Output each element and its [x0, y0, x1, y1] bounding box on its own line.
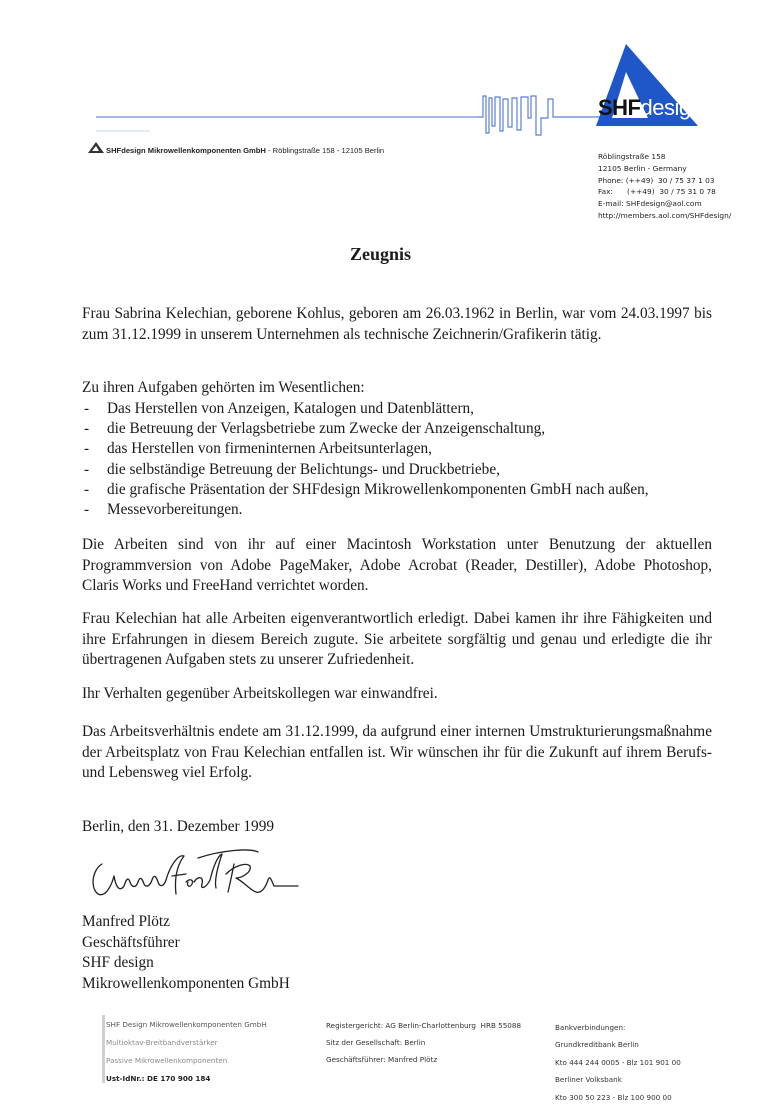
list-item: - Das Herstellen von Anzeigen, Katalogen und Datenblättern,: [84, 400, 475, 417]
place-date: Berlin, den 31. Dezember 1999: [82, 818, 275, 835]
list-item: - die selbständige Betreuung der Belichtungs- und Druckbetriebe,: [84, 460, 500, 478]
signer-company-line1: SHF design: [82, 954, 154, 971]
footer-account2: Kto 300 50 223 - Blz 100 900 00: [555, 1092, 672, 1102]
contact-city: 12105 Berlin - Germany: [598, 163, 687, 173]
signer-name: Manfred Plötz: [82, 913, 170, 930]
task-list: [82, 399, 712, 520]
list-item: - Messevorbereitungen.: [84, 501, 243, 519]
footer-bank1: Grundkreditbank Berlin: [555, 1040, 639, 1050]
sender-address: - Röblingstraße 158 - 12105 Berlin: [265, 146, 385, 155]
sender-line: [106, 146, 384, 155]
contact-fax: Fax: (++49) 30 / 75 31 0 78: [598, 187, 716, 197]
logo-text-light: design: [640, 95, 703, 120]
footer-product-line2: Passive Mikrowellenkomponenten: [106, 1056, 228, 1065]
pulse-waveform: [478, 96, 600, 135]
footer-company: SHF Design Mikrowellenkomponenten GmbH: [106, 1020, 267, 1029]
footer-product-line1: Multioktav-Breitbandverstärker: [106, 1038, 218, 1047]
logo-text-bold: SHF: [598, 95, 641, 120]
tasks-heading: Zu ihren Aufgaben gehörten im Wesentlichen:: [82, 379, 365, 396]
footer-bank-heading: Bankverbindungen:: [555, 1023, 626, 1032]
conduct-paragraph: Ihr Verhalten gegenüber Arbeitskollegen war einwandfrei.: [82, 685, 438, 702]
footer-seat: Sitz der Gesellschaft: Berlin: [326, 1038, 426, 1047]
list-item: - die Betreuung der Verlagsbetriebe zum Zwecke der Anzeigenschaltung,: [84, 420, 546, 438]
closing-paragraph: Das Arbeitsverhältnis endete am 31.12.1999, da aufgrund einer internen Umstrukturierungsmaßnahme der Arbeitsplatz von Frau Kelechian entfallen ist. Wir wünschen ihr für die Zukunft auf ihrem Berufs- und Lebensweg viel Erfolg.: [82, 723, 712, 781]
small-logo-icon: [88, 142, 104, 154]
contact-web: http://members.aol.com/SHFdesign/: [598, 210, 732, 220]
logo-wordmark: [598, 95, 702, 121]
contact-email: E-mail: SHFdesign@aol.com: [598, 199, 702, 209]
footer-company-block: [106, 1016, 267, 1088]
signer-company-line2: Mikrowellenkomponenten GmbH: [82, 974, 290, 992]
footer-bank-block: [555, 1019, 681, 1106]
list-item: - die grafische Präsentation der SHFdesign Mikrowellenkomponenten GmbH nach außen,: [84, 480, 649, 498]
footer-divider: [102, 1015, 105, 1083]
signer-role: Geschäftsführer: [82, 933, 180, 951]
contact-block: [598, 151, 731, 222]
quality-paragraph: Frau Kelechian hat alle Arbeiten eigenverantwortlich erledigt. Dabei kamen ihr ihre Fähigkeiten und ihre Erfahrungen in diesem Bereich zugute. Sie arbeitete sorgfältig und genau und erledigte die ihr übertragenen Aufgaben stets zu unserer Zufriedenheit.: [82, 610, 712, 668]
signer-block: [82, 912, 290, 994]
footer-register: Registergericht: AG Berlin-Charlottenburg HRB 55088: [326, 1021, 522, 1030]
footer-director: Geschäftsführer: Manfred Plötz: [326, 1055, 438, 1064]
handwritten-signature: [82, 836, 302, 906]
footer-vat: Ust-IdNr.: DE 170 900 184: [106, 1074, 211, 1083]
contact-phone: Phone: (++49) 30 / 75 37 1 03: [598, 175, 715, 185]
footer-account1: Kto 444 244 0005 - Blz 101 901 00: [555, 1057, 681, 1067]
sender-company: SHFdesign Mikrowellenkomponenten GmbH: [106, 146, 266, 155]
intro-paragraph: Frau Sabrina Kelechian, geborene Kohlus, geboren am 26.03.1962 in Berlin, war vom 24.03.1997 bis zum 31.12.1999 in unserem Unternehmen als technische Zeichnerin/Grafikerin tätig.: [82, 305, 712, 343]
footer-register-block: [326, 1017, 521, 1068]
software-paragraph: Die Arbeiten sind von ihr auf einer Macintosh Workstation unter Benutzung der aktuellen Programmversion von Adobe PageMaker, Adobe Acrobat (Reader, Destiller), Adobe Photoshop, Claris Works und FreeHand verrichtet worden.: [82, 536, 712, 594]
footer-bank2: Berliner Volksbank: [555, 1075, 622, 1085]
document-title: Zeugnis: [349, 244, 412, 264]
contact-street: Röblingstraße 158: [598, 152, 666, 161]
list-item: - das Herstellen von firmeninternen Arbeitsunterlagen,: [84, 440, 432, 458]
